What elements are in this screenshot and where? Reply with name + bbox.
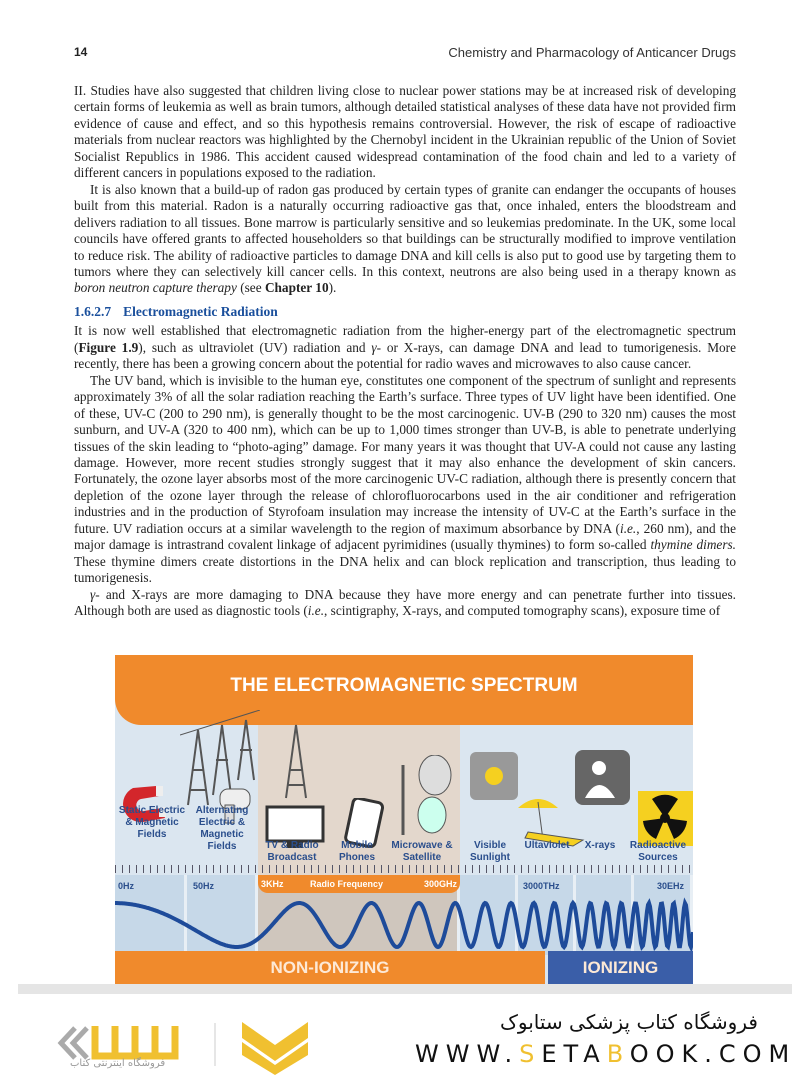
url-part: WWW. [415,1040,520,1068]
radio-tower-icon [281,720,311,800]
url-part: OOK.COM [629,1040,797,1068]
figure-title: THE ELECTROMAGNETIC SPECTRUM [115,655,693,725]
paragraph [74,373,736,587]
scan-band [18,984,792,994]
text-run: boron neutron capture therapy [74,280,237,296]
store-name: فروشگاه کتاب پزشکی ستابوک [500,1010,758,1034]
store-url[interactable] [415,1040,796,1068]
freq-label: 0Hz [118,881,135,891]
text-run: Figure 1.9 [78,339,139,355]
source-label: Static Electric & Magnetic Fields [118,805,186,840]
running-header [74,45,736,63]
text-run: Chapter 10 [264,280,329,296]
text-run: ), such as ultraviolet (UV) radiation and [138,339,372,355]
text-run: , 260 nm), and the major damage is intrastrand covalent linkage of adjacent pyrimidines (usually thymines) to form so-called [74,520,736,553]
text-run: It is also known that a build-up of radon gas produced by certain types of granite can endanger the occupants of houses built from this material. Radon is a naturally occurring radioactive gas that, once inhaled, enters the bloodstream and delivers radiation to all tissues. Bone marrow is particularly sensitive and so leukemias predominate. In the UK, some local councils have offered grants to affected householders so that buildings can be structurally modified to improve ventilation to reduce risk. The ability of radioactive particles to damage DNA and kill cells is also put to good use by targeting them to tumors where they can selectively kill cancer cells. In this context, neutrons are also being used in a therapy known as [74,181,736,279]
url-part: B [606,1040,630,1068]
section-heading [74,304,736,320]
running-title: Chemistry and Pharmacology of Anticancer Drugs [448,45,736,60]
text-run: - and X-rays are more damaging to DNA because they have more energy and can penetrate further into tissues. Although both are used as diagnostic tools ( [74,586,736,619]
radiation-icon [638,791,693,846]
source-label: Microwave & Satellite [391,840,453,863]
text-run: i.e. [307,603,325,619]
text-run: - or X-rays, can damage DNA and lead to tumorigenesis. More recently, there has been a growing concern about the potential for radio waves and microwaves to also cause cancer. [74,339,736,372]
paragraph [74,182,736,297]
freq-label: 300GHz [423,879,457,889]
text-run: II. Studies have also suggested that children living close to nuclear power stations may be at increased risk of developing certain forms of leukemia as well as brain tumors, although detailed statistical analyses of these data have not provided firm evidence of cause and effect, and so this hypothesis remains controversial. However, the risk of escape of radioactive materials from nuclear reactors was highlighted by the Chernobyl incident in the Ukrainian republic of the Union of Soviet Socialist Republics in 1986. This accident caused widespread contamination of the food chain and led to a variety of different cancers in populations exposed to the radiation. [74,83,736,181]
freq-label: 3KHz [261,879,284,889]
non-ionizing-bar: NON-IONIZING [115,951,545,985]
url-part: S [519,1040,542,1068]
brand-subtitle: فروشگاه اینترنتی کتاب [70,1058,166,1069]
freq-label: 30EHz [657,881,685,891]
section-title: Electromagnetic Radiation [123,303,278,319]
page-number: 14 [74,45,88,59]
text-run: (see [236,280,265,296]
text-run: γ [371,339,377,355]
text-run: These thymine dimers create distortions in the DNA helix and can block replication and transcription, thus leading to tumorigenesis. [74,553,736,586]
body-text [74,83,736,620]
freq-label: 3000THz [523,881,560,891]
wave-graphic [115,895,693,955]
freq-label: Radio Frequency [310,879,384,889]
text-run: i.e. [620,520,637,536]
radio-frequency-band [258,875,460,893]
text-run: It is now well established that electromagnetic radiation from the higher-energy part of the electromagnetic spectrum ( [74,323,736,355]
paragraph [74,83,736,182]
text-run: The UV band, which is invisible to the human eye, constitutes one component of the spectrum of sunlight and represents approximately 3% of all the solar radiation reaching the Earth’s surface. Three types of UV light have been identified. One of these, UV-C (200 to 290 nm), is generally thought to be the most carcinogenic. UV-B (290 to 320 nm) causes the most sunburn, and UV-A (320 to 400 nm), which can be up to 1,000 times stronger than UV-B, is able to penetrate underlying tissues of the skin leading to “photo-aging” damage. For many years it was thought that UV-A could not cause any lasting damage. However, more recent studies strongly suggest that it may also enhance the development of skin cancers. Fortunately, the ozone layer absorbs most of the more carcinogenic UV-C radiation, although there is presently concern that depletion of the ozone layer through the release of chlorofluorocarbons used in the air conditioner and refrigeration industries and in the production of Styrofoam insulation may increase the intensity of UV-C at the Earth’s surface in the future. UV radiation occurs at a similar wavelength to the region of maximum absorbance by DNA ( [74,372,736,536]
paragraph [74,587,736,620]
url-part: ETA [541,1040,607,1068]
source-label: Visible Sunlight [470,840,510,863]
satellite-dish-icon [397,755,457,845]
sun-icon [470,752,518,800]
text-run: γ [90,586,96,602]
text-run: thymine dimers. [650,537,737,553]
xray-icon [575,750,630,805]
ionizing-bar: IONIZING [548,951,693,985]
source-label: Ultaviolet [524,840,570,851]
source-label: X-rays [584,840,616,851]
text-run: ). [328,280,337,296]
source-label: TV & Radio Broadcast [265,840,319,863]
source-label: Alternating Electric & Magnetic Fields [195,805,249,852]
setabook-chevron-logo [240,1020,310,1075]
paragraph [74,323,736,372]
section-number: 1.6.2.7 [74,303,112,319]
source-label: Radioactive Sources [629,840,687,863]
freq-label: 50Hz [193,881,215,891]
source-label: Mobile Phones [338,840,376,863]
em-spectrum-figure [115,655,693,985]
text-run: , scintigraphy, X-rays, and computed tomography scans), exposure time of [324,603,721,619]
frequency-ticks [115,865,693,873]
